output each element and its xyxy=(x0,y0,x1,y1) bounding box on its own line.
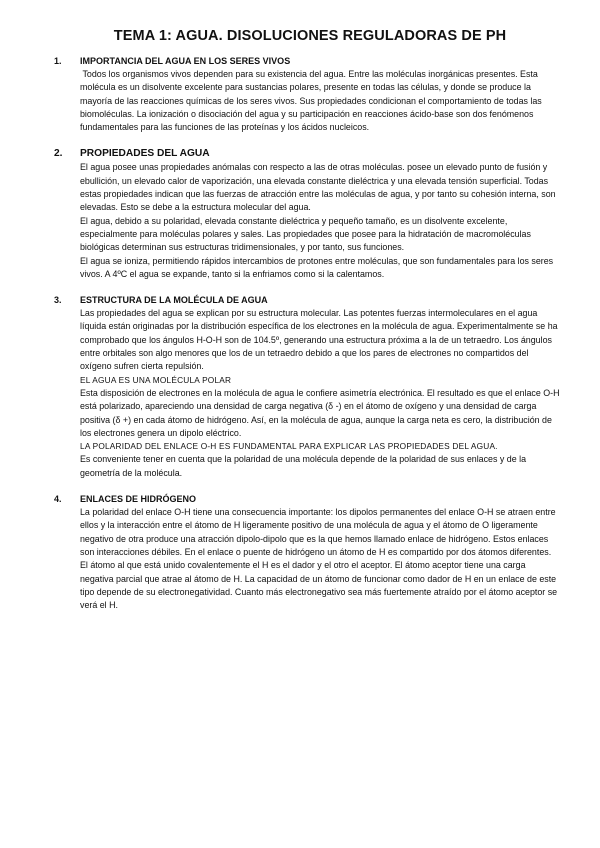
paragraph: Todos los organismos vivos dependen para su existencia del agua. Entre las moléculas inorgánicas presentes. Esta molécula es un disolvente excelente para sustancias polares, presente en todas las células, y donde se produce la mayoría de las reacciones químicas de los seres vivos. Sus propiedades condicionan el comportamiento de todas las biomoléculas. La ionización o disociación del agua y su participación en reacciones ácido-base son dos fenómenos fundamentales para las funciones de las proteínas y los ácidos nucleicos. xyxy=(80,69,545,133)
section-number: 3. xyxy=(54,295,62,306)
section-heading xyxy=(54,56,560,66)
section-number: 4. xyxy=(54,494,62,505)
section-heading-text: PROPIEDADES DEL AGUA xyxy=(80,148,210,160)
section-estructura xyxy=(54,295,560,480)
section-heading xyxy=(54,295,560,306)
section-importancia xyxy=(54,56,560,134)
subheading: EL AGUA ES UNA MOLÉCULA POLAR xyxy=(80,374,232,385)
statement: LA POLARIDAD DEL ENLACE O-H ES FUNDAMENTAL PARA EXPLICAR LAS PROPIEDADES DEL AGUA. xyxy=(80,441,498,452)
paragraph: El agua posee unas propiedades anómalas con respecto a las de otras moléculas. posee un elevado punto de fusión y ebullición, un elevado calor de vaporización, una elevada constante dieléctrica y una elevada tensión superficial. Todas estas propiedades indican que las fuerzas de atracción entre las moléculas de agua, y por tanto su cohesión interna, son elevadas. Esto se debe a la estructura molecular del agua. xyxy=(80,162,556,213)
section-heading-text: IMPORTANCIA DEL AGUA EN LOS SERES VIVOS xyxy=(80,56,291,66)
section-number: 1. xyxy=(54,56,62,66)
section-heading-text: ENLACES DE HIDRÓGENO xyxy=(80,494,197,505)
paragraph: Esta disposición de electrones en la molécula de agua le confiere asimetría electrónica. El resultado es que el enlace O-H está polarizado, apareciendo una densidad de carga negativa (δ -) en el átomo de oxígeno y una densidad de carga positiva (δ +) en cada átomo de hidrógeno. Así, en la molécula de agua, aunque la carga neta es cero, la distribución de los electrones genera un dipolo eléctrico. xyxy=(80,387,560,438)
section-heading xyxy=(54,494,560,505)
section-heading xyxy=(54,148,560,160)
paragraph: La polaridad del enlace O-H tiene una consecuencia importante: los dipolos permanentes del enlace O-H se atraen entre ellos y la interacción entre el átomo de H ligeramente positivo de una molécula de agua y el átomo de O ligeramente negativo de otra produce una atracción dipolo-dipolo que es la que hemos llamado enlace de hidrógeno. Estos enlaces son interacciones débiles. En el enlace o puente de hidrógeno un átomo de H es compartido por dos átomos diferentes. El átomo al que está unido covalentemente el H es el dador y el otro el aceptor. El átomo aceptor tiene una carga negativa parcial que atrae al átomo de H. La capacidad de un átomo de funcionar como dador de H en un enlace de este tipo depende de su electronegatividad. Cuanto más electronegativo sea más fuertemente atraído por el átomo aceptor se verá el H. xyxy=(80,507,558,611)
paragraph: El agua, debido a su polaridad, elevada constante dieléctrica y pequeño tamaño, es un disolvente excelente, especialmente para moléculas polares y sales. Las propiedades que posee para la hidratación de macromoléculas biológicas determinan sus estructuras tridimensionales, y por tanto, sus funciones. xyxy=(80,215,531,253)
paragraph: El agua se ioniza, permitiendo rápidos intercambios de protones entre moléculas, que son fundamentales para los seres vivos. A 4ºC el agua se expande, tanto si la enfriamos como si la calentamos. xyxy=(80,255,554,279)
paragraph: Es conveniente tener en cuenta que la polaridad de una molécula depende de la polaridad de sus enlaces y de la geometría de la molécula. xyxy=(80,454,527,478)
section-enlaces xyxy=(54,494,560,612)
document-title: TEMA 1: AGUA. DISOLUCIONES REGULADORAS DE PH xyxy=(113,28,507,44)
section-number: 2. xyxy=(54,148,63,160)
paragraph: Las propiedades del agua se explican por su estructura molecular. Las potentes fuerzas intermoleculares en el agua líquida están originadas por la distribución específica de los electrones en la molécula de agua. Experimentalmente se ha comprobado que los ángulos H-O-H son de 104.5º, generando una estructura próxima a la de un tetraedro. Los ángulos entre orbitales son algo menores que los de un tetraedro debido a que los pares de electrones no compartidos del oxígeno sufren cierta repulsión. xyxy=(80,308,558,372)
section-heading-text: ESTRUCTURA DE LA MOLÉCULA DE AGUA xyxy=(80,295,268,306)
section-propiedades xyxy=(54,148,560,281)
